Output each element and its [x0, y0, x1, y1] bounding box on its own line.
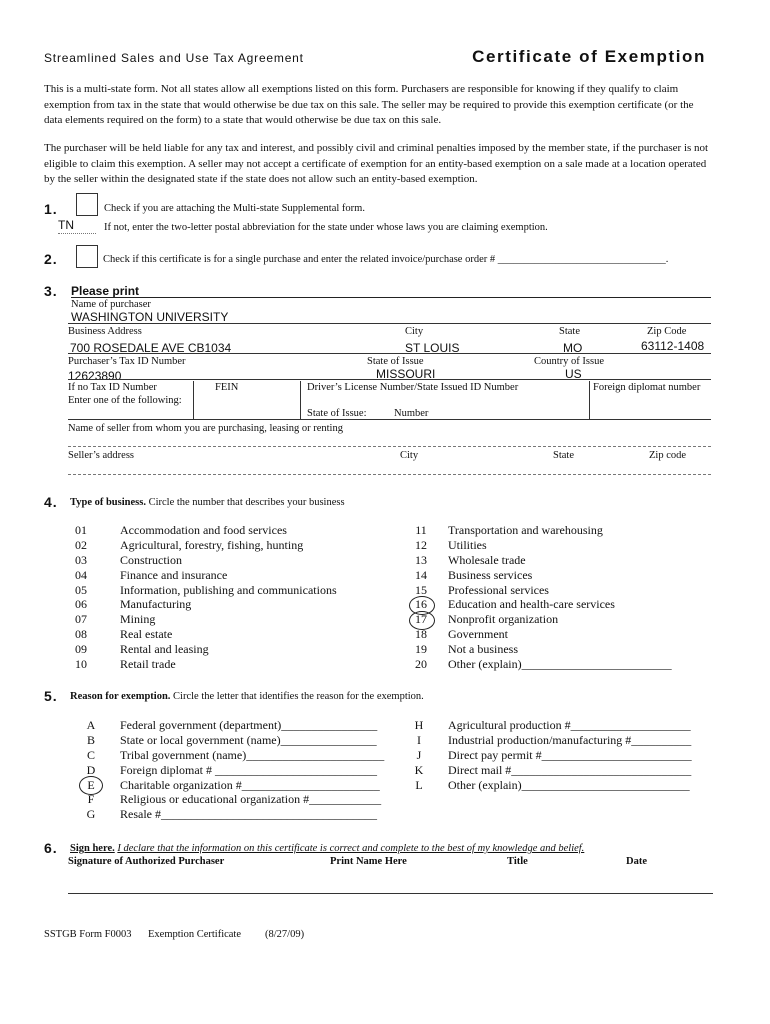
single-purchase-label: Check if this certificate is for a single purchase and enter the related invoice/purchase order # ________________________________. [103, 254, 669, 265]
seller-address-label: Seller’s address [68, 450, 134, 461]
section-6-number: 6. [44, 840, 58, 856]
intro-paragraph-1: This is a multi-state form. Not all states allow all exemptions listed on this form. Purchasers are responsible for knowing if they qualify to claim exemption from tax in the state that would otherwise be due tax on this sale. The seller may be required to provide this exemption certificate (or the data elements required on the form) to a state that would otherwise be due tax on this sale. [44, 83, 694, 126]
multistate-label: Check if you are attaching the Multi-state Supplemental form. [104, 203, 365, 214]
reason-label: Tribal government (name)_______________________ [120, 747, 385, 762]
please-print-label: Please print [71, 284, 140, 298]
business-label: Business services [448, 567, 533, 582]
business-code[interactable]: 19 [415, 642, 427, 657]
business-code[interactable]: 20 [415, 657, 427, 672]
business-code[interactable]: 09 [75, 642, 87, 657]
reason-label: Agricultural production #____________________ [448, 718, 691, 732]
business-code[interactable]: 01 [75, 523, 87, 537]
single-purchase-checkbox[interactable] [76, 245, 98, 268]
business-label: Real estate [120, 627, 173, 642]
business-label: Education and health-care services [448, 597, 615, 612]
state-of-issue-sub-label: State of Issue: [307, 408, 367, 419]
exemption-reason-heading [70, 691, 424, 702]
declaration [70, 843, 584, 854]
business-label: Nonprofit organization [448, 612, 559, 627]
purchaser-name-value[interactable]: WASHINGTON UNIVERSITY [71, 310, 229, 324]
business-label: Other (explain)_________________________ [448, 657, 672, 672]
business-code[interactable]: 08 [75, 627, 87, 642]
seller-name-label: Name of seller from whom you are purchasing, leasing or renting [68, 423, 343, 434]
sign-here-label: Sign here. [70, 843, 115, 854]
business-code[interactable]: 06 [75, 597, 87, 612]
title-label: Title [507, 856, 528, 867]
business-label: Manufacturing [120, 597, 192, 612]
business-code[interactable]: 04 [75, 567, 87, 582]
reason-code[interactable]: J [416, 747, 422, 762]
reason-labels-right [448, 718, 692, 792]
business-code[interactable]: 02 [75, 537, 87, 552]
intro-paragraph-2: The purchaser will be held liable for any tax and interest, and possibly civil and criminal penalties imposed by the member state, if the purchaser is not eligible to claim this exemption. A seller may not accept a certificate of exemption for an entity-based exemption on a sale made at a location operated by the seller within the designated state if the state does not allow such an entity-based exemption. [44, 142, 709, 185]
reason-codes-right [408, 718, 430, 792]
business-label: Retail trade [120, 657, 176, 672]
reason-code[interactable]: G [86, 807, 96, 822]
foreign-diplomat-label: Foreign diplomat number [593, 382, 701, 393]
business-code[interactable]: 13 [415, 552, 427, 567]
enter-one-label: Enter one of the following: [68, 395, 182, 406]
reason-codes-left [80, 718, 102, 822]
business-label: Accommodation and food services [120, 523, 287, 537]
business-label: Professional services [448, 582, 549, 597]
reason-code[interactable]: I [417, 732, 421, 747]
section-3-number: 3. [44, 283, 58, 299]
multistate-checkbox[interactable] [76, 193, 98, 216]
business-label: Government [448, 627, 508, 642]
footer-date: (8/27/09) [265, 929, 305, 940]
exemption-reason-title: Reason for exemption. [70, 691, 171, 702]
business-label: Not a business [448, 642, 518, 657]
business-labels-left [120, 523, 337, 672]
selection-circle-17 [409, 611, 435, 630]
business-labels-right [448, 523, 672, 672]
business-label: Wholesale trade [448, 552, 526, 567]
tax-id-label: Purchaser’s Tax ID Number [68, 356, 186, 367]
state-label: State [559, 326, 580, 337]
country-of-issue-value[interactable]: US [565, 367, 582, 381]
reason-code[interactable]: K [414, 762, 424, 777]
fein-label: FEIN [215, 382, 239, 393]
business-code[interactable]: 07 [75, 612, 87, 627]
reason-label: State or local government (name)________________ [120, 732, 377, 747]
selection-circle-e [79, 776, 103, 795]
reason-label: Resale #____________________________________ [120, 807, 377, 822]
reason-label: Foreign diplomat # ___________________________ [120, 762, 377, 777]
purchaser-name-label: Name of purchaser [71, 299, 151, 310]
reason-code[interactable]: A [86, 718, 96, 732]
business-label: Rental and leasing [120, 642, 209, 657]
state-of-issue-value[interactable]: MISSOURI [376, 367, 436, 381]
reason-labels-left [120, 718, 384, 822]
number-sub-label: Number [394, 408, 429, 419]
seller-zip-label: Zip code [649, 450, 687, 461]
business-label: Agricultural, forestry, fishing, hunting [120, 537, 304, 552]
state-abbrev-value[interactable]: TN [58, 218, 74, 232]
business-type-title: Type of business. [70, 497, 146, 508]
reason-label: Federal government (department)________________ [120, 718, 378, 732]
country-of-issue-label: Country of Issue [534, 356, 604, 367]
state-abbrev-line [58, 233, 96, 234]
business-code[interactable]: 17 [415, 612, 427, 627]
business-code[interactable]: 03 [75, 552, 87, 567]
header-left: Streamlined Sales and Use Tax Agreement [44, 51, 304, 65]
reason-label: Charitable organization #_______________________ [120, 777, 380, 792]
page-title: Certificate of Exemption [472, 47, 706, 66]
seller-city-label: City [400, 450, 419, 461]
business-label: Finance and insurance [120, 567, 228, 582]
no-tax-id-label: If no Tax ID Number [68, 382, 157, 393]
business-type-heading [70, 497, 345, 508]
business-type-instruction: Circle the number that describes your business [148, 497, 345, 508]
footer-form: SSTGB Form F0003 [44, 929, 132, 940]
business-codes-left [68, 523, 94, 672]
state-of-issue-label: State of Issue [367, 356, 424, 367]
business-label: Mining [120, 612, 156, 627]
reason-label: Other (explain)____________________________ [448, 777, 690, 792]
footer-name: Exemption Certificate [148, 929, 242, 940]
business-address-value[interactable]: 700 ROSEDALE AVE CB1034 [70, 341, 232, 355]
date-label: Date [626, 856, 647, 867]
print-name-label: Print Name Here [330, 856, 407, 867]
reason-code[interactable]: L [415, 777, 423, 792]
business-code[interactable]: 05 [75, 582, 87, 597]
section-4-number: 4. [44, 494, 58, 510]
exemption-reason-instruction: Circle the letter that identifies the reason for the exemption. [173, 691, 424, 702]
signature-line[interactable] [68, 893, 713, 894]
declaration-text: I declare that the information on this certificate is correct and complete to the best of my knowledge and belief. [117, 843, 585, 854]
reason-label: Religious or educational organization #____________ [120, 792, 382, 807]
reason-code[interactable]: B [86, 732, 95, 747]
business-label: Construction [120, 552, 182, 567]
city-value[interactable]: ST LOUIS [405, 341, 460, 355]
business-address-label: Business Address [68, 326, 142, 337]
business-label: Utilities [448, 537, 487, 552]
seller-state-label: State [553, 450, 574, 461]
city-label: City [405, 326, 424, 337]
business-code[interactable]: 11 [415, 523, 427, 537]
state-value[interactable]: MO [563, 341, 583, 355]
business-code[interactable]: 12 [415, 537, 427, 552]
section-1-number: 1. [44, 201, 58, 217]
zip-value[interactable]: 63112-1408 [641, 339, 705, 353]
reason-label: Industrial production/manufacturing #__________ [448, 732, 692, 747]
business-code[interactable]: 16 [415, 597, 427, 612]
business-code[interactable]: 10 [75, 657, 87, 672]
business-code[interactable]: 14 [415, 567, 427, 582]
business-code[interactable]: 15 [415, 582, 427, 597]
signature-label: Signature of Authorized Purchaser [68, 856, 225, 867]
reason-code[interactable]: H [414, 718, 424, 732]
section-5-number: 5. [44, 688, 58, 704]
business-label: Information, publishing and communications [120, 582, 337, 597]
zip-label: Zip Code [647, 326, 687, 337]
drivers-license-label: Driver’s License Number/State Issued ID Number [307, 382, 519, 393]
business-label: Transportation and warehousing [448, 523, 603, 537]
state-abbrev-label: If not, enter the two-letter postal abbreviation for the state under whose laws you are claiming exemption. [104, 222, 548, 233]
reason-code[interactable]: C [86, 747, 95, 762]
reason-code[interactable]: E [87, 777, 95, 792]
reason-code[interactable]: F [87, 792, 95, 807]
reason-label: Direct mail #______________________________ [448, 762, 692, 777]
business-code[interactable]: 18 [415, 627, 427, 642]
section-2-number: 2. [44, 251, 58, 267]
reason-label: Direct pay permit #_________________________ [448, 747, 692, 762]
tax-id-value[interactable]: 12623890 [68, 369, 122, 383]
reason-code[interactable]: D [86, 762, 96, 777]
